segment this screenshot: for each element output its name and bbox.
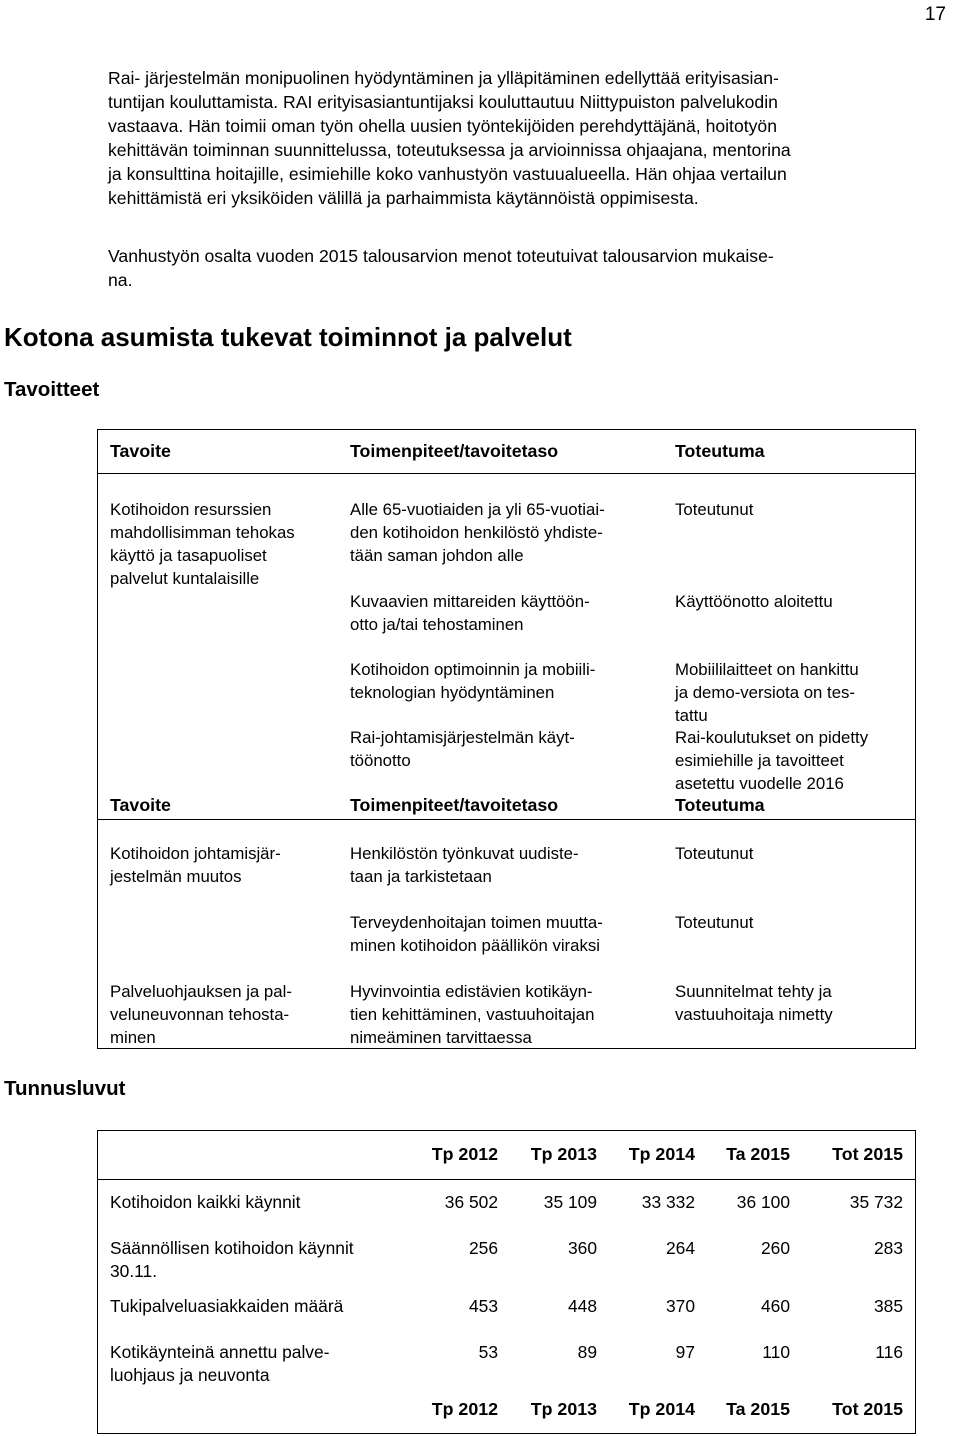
header-result: Toteutuma xyxy=(675,795,765,815)
text-line: kehittävän toiminnan suunnittelussa, toteutuksessa ja arvioinnissa ohjaajana, mentorina xyxy=(108,140,791,160)
text-line: vastuuhoitaja nimetty xyxy=(675,1005,833,1024)
text-line: Säännöllisen kotihoidon käynnit xyxy=(110,1238,354,1258)
text-line: palvelut kuntalaisille xyxy=(110,569,260,588)
table-cell: 260 xyxy=(760,1238,790,1258)
table-cell: 35 732 xyxy=(849,1192,903,1212)
column-header: Tp 2014 xyxy=(628,1399,695,1419)
text-line: mahdollisimman tehokas xyxy=(110,523,295,542)
table-cell: 89 xyxy=(577,1342,597,1362)
action-cell xyxy=(350,658,665,704)
text-line: jestelmän muutos xyxy=(110,867,242,886)
text-line: Tukipalveluasiakkaiden määrä xyxy=(110,1296,344,1316)
text-line: Toteutunut xyxy=(675,913,754,932)
text-line: 30.11. xyxy=(110,1261,158,1281)
text-line: Terveydenhoitajan toimen muutta- xyxy=(350,913,603,932)
table-cell: 264 xyxy=(665,1238,695,1258)
result-cell xyxy=(675,658,915,727)
text-line: Kotihoidon resurssien xyxy=(110,500,272,519)
text-line: käyttö ja tasapuoliset xyxy=(110,546,267,565)
table-cell: 448 xyxy=(567,1296,597,1316)
text-line: na. xyxy=(108,270,133,290)
action-cell xyxy=(350,911,665,957)
column-header: Tp 2014 xyxy=(628,1144,695,1164)
text-line: Kotikäynteinä annettu palve- xyxy=(110,1342,330,1362)
text-line: Rai- järjestelmän monipuolinen hyödyntäminen ja ylläpitäminen edellyttää erityisasian- xyxy=(108,68,779,88)
goals-heading: Tavoitteet xyxy=(4,378,100,401)
goal-cell xyxy=(110,498,340,590)
text-line: kehittämistä eri yksiköiden välillä ja parhaimmista käytännöistä oppimisesta. xyxy=(108,188,699,208)
table-cell: 385 xyxy=(873,1296,903,1316)
result-cell xyxy=(675,590,915,613)
table-cell: 35 109 xyxy=(543,1192,597,1212)
action-cell xyxy=(350,842,665,888)
text-line: Kotihoidon johtamisjär- xyxy=(110,844,281,863)
text-line: Käyttöönotto aloitettu xyxy=(675,592,833,611)
text-line: tattu xyxy=(675,706,708,725)
header-goal: Tavoite xyxy=(110,795,171,815)
table-cell: 460 xyxy=(760,1296,790,1316)
row-label xyxy=(110,1341,400,1387)
text-line: esimiehille ja tavoitteet xyxy=(675,751,844,770)
text-line: otto ja/tai tehostaminen xyxy=(350,615,524,634)
text-line: Toteutunut xyxy=(675,500,754,519)
table-cell: 256 xyxy=(468,1238,498,1258)
text-line: Hyvinvointia edistävien kotikäyn- xyxy=(350,982,593,1001)
result-cell xyxy=(675,911,915,934)
column-header: Tp 2012 xyxy=(431,1144,498,1164)
table-cell: 360 xyxy=(567,1238,597,1258)
text-line: Rai-koulutukset on pidetty xyxy=(675,728,869,747)
table-cell: 370 xyxy=(665,1296,695,1316)
table-cell: 36 502 xyxy=(444,1192,498,1212)
text-line: minen xyxy=(110,1028,156,1047)
table-divider xyxy=(97,1179,916,1180)
text-line: Suunnitelmat tehty ja xyxy=(675,982,832,1001)
text-line: Rai-johtamisjärjestelmän käyt- xyxy=(350,728,575,747)
table-divider xyxy=(97,473,916,474)
text-line: teknologian hyödyntäminen xyxy=(350,683,555,702)
text-line: Mobiililaitteet on hankittu xyxy=(675,660,859,679)
column-header: Tp 2013 xyxy=(530,1399,597,1419)
text-line: töönotto xyxy=(350,751,411,770)
table-cell: 36 100 xyxy=(736,1192,790,1212)
text-line: asetettu vuodelle 2016 xyxy=(675,774,844,793)
text-line: Toteutunut xyxy=(675,844,754,863)
action-cell xyxy=(350,498,665,567)
section-title: Kotona asumista tukevat toiminnot ja palvelut xyxy=(4,322,572,352)
column-header: Tot 2015 xyxy=(832,1399,903,1419)
table-cell: 33 332 xyxy=(641,1192,695,1212)
text-line: Vanhustyön osalta vuoden 2015 talousarvion menot toteutuivat talousarvion mukaise- xyxy=(108,246,774,266)
text-line: luohjaus ja neuvonta xyxy=(110,1365,270,1385)
table-cell: 97 xyxy=(675,1342,695,1362)
action-cell xyxy=(350,590,665,636)
row-label xyxy=(110,1191,400,1214)
table-cell: 116 xyxy=(875,1342,903,1362)
text-line: tuntijan kouluttamista. RAI erityisasiantuntijaksi kouluttautuu Niittypuiston palvelukodin xyxy=(108,92,778,112)
header-actions: Toimenpiteet/tavoitetaso xyxy=(350,795,559,815)
column-header: Ta 2015 xyxy=(726,1399,790,1419)
page-number: 17 xyxy=(924,4,946,25)
header-goal: Tavoite xyxy=(110,441,171,461)
column-header: Tp 2013 xyxy=(530,1144,597,1164)
column-header: Tot 2015 xyxy=(832,1144,903,1164)
table-cell: 283 xyxy=(873,1238,903,1258)
column-header: Ta 2015 xyxy=(726,1144,790,1164)
text-line: den kotihoidon henkilöstö yhdiste- xyxy=(350,523,603,542)
table-cell: 110 xyxy=(762,1342,790,1362)
text-line: nimeäminen tarvittaessa xyxy=(350,1028,532,1047)
result-cell xyxy=(675,726,915,795)
text-line: vastaava. Hän toimii oman työn ohella uusien työntekijöiden perehdyttäjänä, hoitotyön xyxy=(108,116,777,136)
text-line: Henkilöstön työnkuvat uudiste- xyxy=(350,844,579,863)
text-line: Palveluohjauksen ja pal- xyxy=(110,982,292,1001)
result-cell xyxy=(675,498,915,521)
action-cell xyxy=(350,980,665,1049)
column-header: Tp 2012 xyxy=(431,1399,498,1419)
text-line: tien kehittäminen, vastuuhoitajan xyxy=(350,1005,595,1024)
goal-cell xyxy=(110,842,340,888)
table-cell: 453 xyxy=(468,1296,498,1316)
result-cell xyxy=(675,842,915,865)
figures-heading: Tunnusluvut xyxy=(4,1077,126,1100)
text-line: ja konsulttina hoitajille, esimiehille koko vanhustyön vastuualueella. Hän ohjaa vertailun xyxy=(108,164,787,184)
table-divider xyxy=(97,819,916,820)
row-label xyxy=(110,1295,400,1318)
header-actions: Toimenpiteet/tavoitetaso xyxy=(350,441,559,461)
table-cell: 53 xyxy=(478,1342,498,1362)
text-line: Kotihoidon optimoinnin ja mobiili- xyxy=(350,660,596,679)
text-line: ja demo-versiota on tes- xyxy=(675,683,856,702)
text-line: minen kotihoidon päällikön viraksi xyxy=(350,936,600,955)
goal-cell xyxy=(110,980,340,1049)
text-line: tään saman johdon alle xyxy=(350,546,524,565)
action-cell xyxy=(350,726,665,772)
text-line: Kuvaavien mittareiden käyttöön- xyxy=(350,592,590,611)
budget-paragraph xyxy=(108,244,948,292)
text-line: Kotihoidon kaikki käynnit xyxy=(110,1192,301,1212)
result-cell xyxy=(675,980,915,1026)
row-label xyxy=(110,1237,400,1283)
text-line: taan ja tarkistetaan xyxy=(350,867,492,886)
header-result: Toteutuma xyxy=(675,441,765,461)
text-line: Alle 65-vuotiaiden ja yli 65-vuotiai- xyxy=(350,500,605,519)
intro-paragraph xyxy=(108,66,948,210)
text-line: veluneuvonnan tehosta- xyxy=(110,1005,290,1024)
